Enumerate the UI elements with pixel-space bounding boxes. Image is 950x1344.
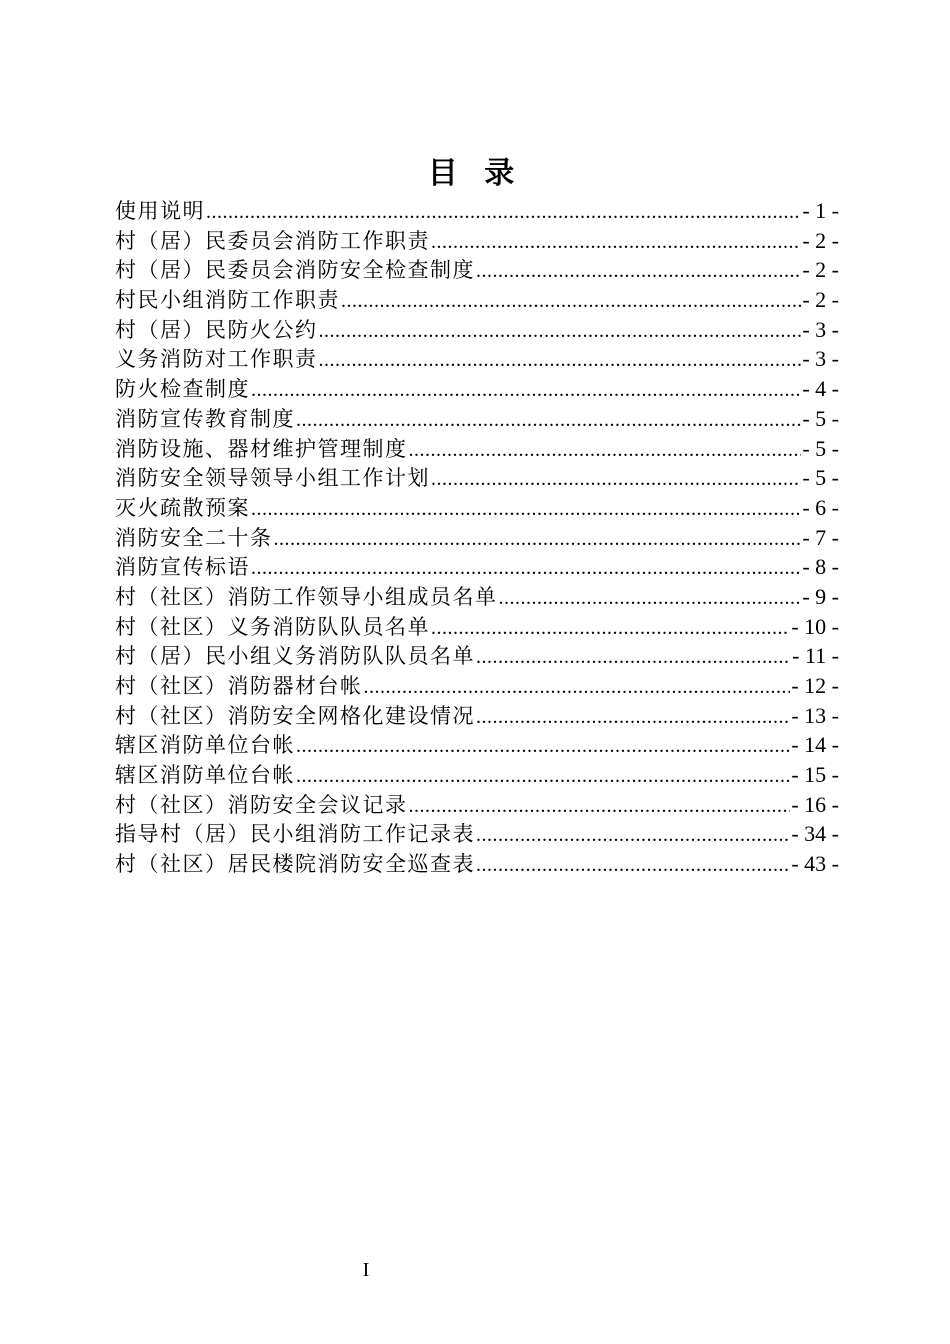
toc-entry-title: 村（社区）居民楼院消防安全巡查表 <box>115 852 475 877</box>
toc-entry-page-number: - 11 - <box>792 643 839 669</box>
toc-entry-page-number: - 14 - <box>791 732 839 758</box>
toc-entry[interactable] <box>115 255 839 285</box>
toc-dot-leader <box>431 228 801 256</box>
toc-entry-title: 村（居）民委员会消防安全检查制度 <box>115 258 475 283</box>
toc-entry-page-number: - 3 - <box>802 346 839 372</box>
toc-entry-title: 村民小组消防工作职责 <box>115 288 340 313</box>
toc-dot-leader <box>499 584 802 612</box>
toc-entry-page-number: - 12 - <box>791 673 839 698</box>
toc-entry[interactable] <box>115 374 839 404</box>
toc-entry[interactable] <box>115 404 839 434</box>
toc-entry[interactable] <box>115 523 839 553</box>
toc-entry-title: 消防宣传教育制度 <box>115 406 295 431</box>
toc-dot-leader <box>251 554 801 582</box>
toc-entry-page-number: - 43 - <box>791 851 839 877</box>
toc-entry-title: 辖区消防单位台帐 <box>115 763 295 788</box>
toc-entry-title: 消防安全二十条 <box>115 525 273 550</box>
toc-entry-title: 辖区消防单位台帐 <box>115 733 295 758</box>
toc-entry-title: 村（居）民防火公约 <box>115 317 318 342</box>
toc-dot-leader <box>476 703 790 731</box>
toc-dot-leader <box>476 821 790 849</box>
toc-entry-page-number: - 15 - <box>791 762 839 788</box>
toc-entry-title: 指导村（居）民小组消防工作记录表 <box>115 822 475 847</box>
toc-entry-page-number: - 5 - <box>802 465 839 491</box>
toc-entry-page-number: - 5 - <box>802 435 839 461</box>
toc-entry-page-number: - 10 - <box>791 613 839 639</box>
toc-dot-leader <box>476 643 791 671</box>
toc-entry-title: 义务消防对工作职责 <box>115 347 318 372</box>
toc-entry-title: 消防宣传标语 <box>115 555 250 580</box>
toc-dot-leader <box>409 792 791 820</box>
toc-entry-title: 村（社区）消防安全网格化建设情况 <box>115 703 475 728</box>
toc-dot-leader <box>296 762 790 790</box>
toc-entry-page-number: - 13 - <box>791 702 839 728</box>
toc-entry-title: 村（社区）消防器材台帐 <box>115 674 363 698</box>
toc-dot-leader <box>296 406 801 434</box>
toc-entry-page-number: - 6 - <box>802 494 839 520</box>
toc-entry-title: 使用说明 <box>115 199 205 223</box>
toc-entry-title: 村（居）民小组义务消防队队员名单 <box>115 644 475 669</box>
toc-dot-leader <box>364 673 791 701</box>
toc-entry[interactable] <box>115 790 839 820</box>
toc-entry[interactable] <box>115 849 839 879</box>
toc-dot-leader <box>409 436 802 464</box>
toc-entry-page-number: - 2 - <box>802 287 839 313</box>
toc-dot-leader <box>274 525 802 553</box>
toc-entry-title: 村（居）民委员会消防工作职责 <box>115 228 430 253</box>
toc-entry[interactable] <box>115 226 839 256</box>
toc-entry-title: 灭火疏散预案 <box>115 495 250 520</box>
table-of-contents <box>115 196 839 879</box>
toc-dot-leader <box>251 495 801 523</box>
toc-dot-leader <box>296 732 790 760</box>
toc-entry-page-number: - 9 - <box>802 583 839 609</box>
toc-dot-leader <box>341 287 801 315</box>
toc-dot-leader <box>206 198 801 226</box>
toc-entry[interactable] <box>115 612 839 642</box>
toc-entry-title: 村（社区）义务消防队队员名单 <box>115 614 430 639</box>
toc-entry-page-number: - 2 - <box>802 227 839 253</box>
toc-entry-title: 村（社区）消防工作领导小组成员名单 <box>115 584 498 609</box>
toc-entry[interactable] <box>115 315 839 345</box>
toc-entry[interactable] <box>115 493 839 523</box>
toc-entry-page-number: - 1 - <box>802 198 839 223</box>
toc-entry[interactable] <box>115 552 839 582</box>
toc-entry-page-number: - 3 - <box>802 316 839 342</box>
toc-dot-leader <box>319 317 802 345</box>
toc-entry[interactable] <box>115 463 839 493</box>
toc-entry-page-number: - 34 - <box>791 821 839 847</box>
toc-entry[interactable] <box>115 582 839 612</box>
toc-entry[interactable] <box>115 196 839 226</box>
toc-entry-page-number: - 5 - <box>802 405 839 431</box>
toc-entry[interactable] <box>115 730 839 760</box>
toc-entry[interactable] <box>115 819 839 849</box>
toc-dot-leader <box>476 257 801 285</box>
toc-entry-title: 防火检查制度 <box>115 377 250 402</box>
toc-dot-leader <box>431 465 801 493</box>
toc-entry[interactable] <box>115 701 839 731</box>
toc-dot-leader <box>251 376 801 404</box>
toc-entry-page-number: - 16 - <box>791 791 839 817</box>
toc-entry[interactable] <box>115 434 839 464</box>
toc-entry[interactable] <box>115 760 839 790</box>
toc-dot-leader <box>431 614 790 642</box>
toc-entry[interactable] <box>115 344 839 374</box>
toc-entry-page-number: - 4 - <box>802 376 839 402</box>
toc-entry[interactable] <box>115 671 839 701</box>
toc-title: 目 录 <box>427 156 523 191</box>
toc-entry[interactable] <box>115 641 839 671</box>
toc-entry-title: 消防设施、器材维护管理制度 <box>115 436 408 461</box>
toc-entry-page-number: - 2 - <box>802 257 839 283</box>
toc-dot-leader <box>476 851 790 879</box>
toc-entry-title: 消防安全领导领导小组工作计划 <box>115 466 430 491</box>
toc-entry-title: 村（社区）消防安全会议记录 <box>115 792 408 817</box>
toc-entry-page-number: - 7 - <box>802 524 839 550</box>
toc-dot-leader <box>319 346 802 374</box>
page-number-footer: I <box>362 1259 370 1281</box>
toc-entry[interactable] <box>115 285 839 315</box>
toc-entry-page-number: - 8 - <box>802 554 839 580</box>
